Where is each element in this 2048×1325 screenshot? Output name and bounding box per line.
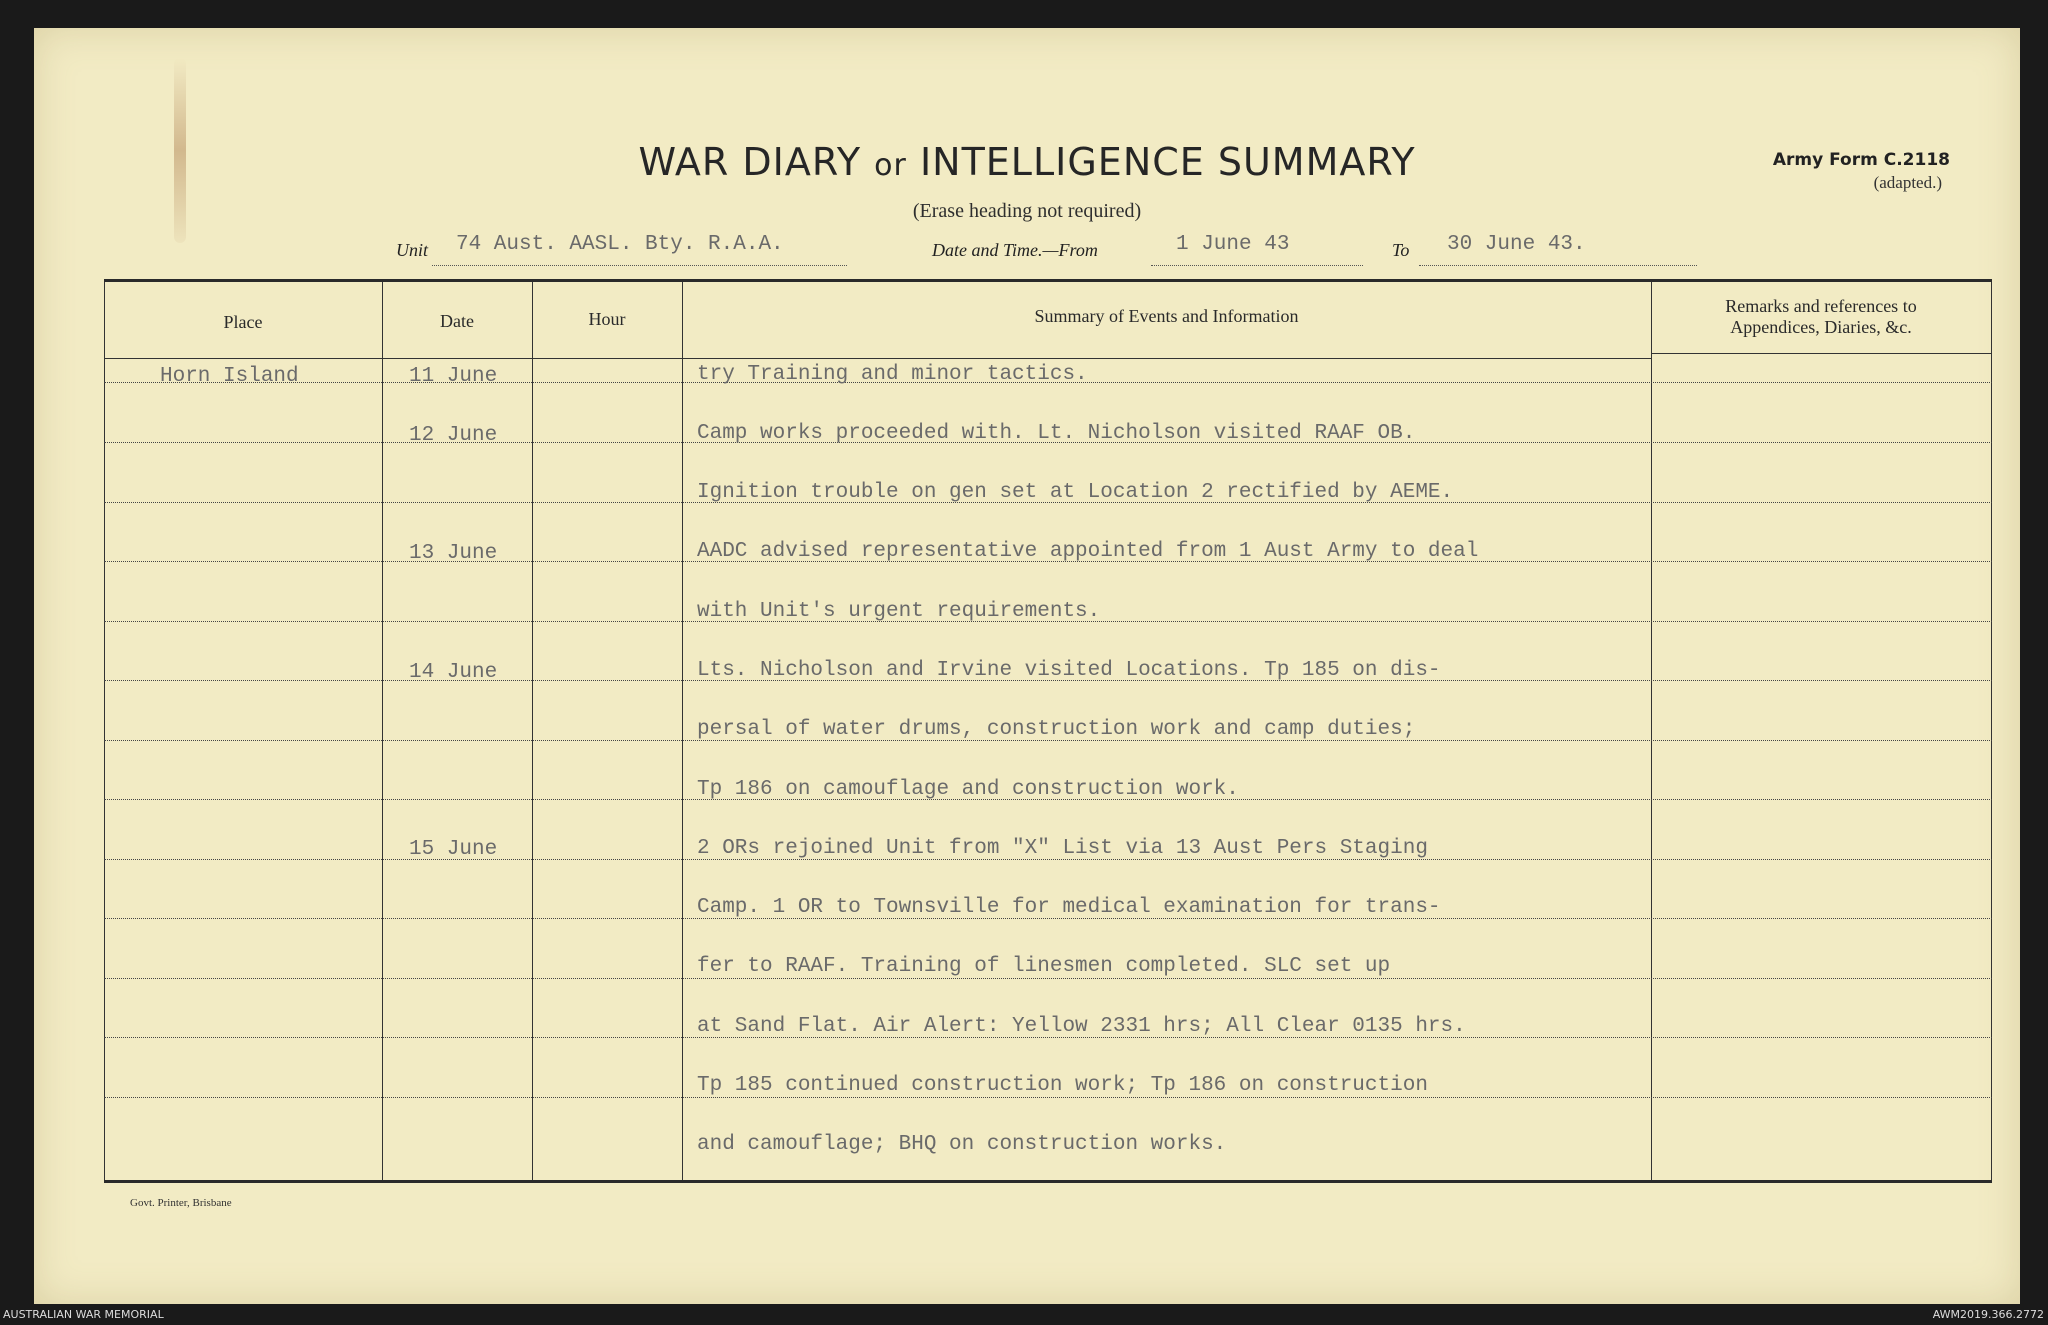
row-summary: AADC advised representative appointed from 1 Aust Army to deal (697, 540, 1479, 563)
col-border-place (382, 282, 383, 1180)
page-subtitle: (Erase heading not required) (912, 200, 1142, 222)
army-form-number: Army Form C.2118 (1772, 150, 1950, 170)
remarks-header-rule (1651, 353, 1991, 354)
unit-underline (432, 265, 847, 266)
col-header-summary: Summary of Events and Information (1034, 306, 1299, 326)
row-date: 14 June (409, 661, 498, 684)
row-summary: Ignition trouble on gen set at Location 2 rectified by AEME. (697, 481, 1454, 504)
col-header-remarks (1651, 296, 1991, 338)
archive-caption-right: AWM2019.366.2772 (1932, 1308, 2044, 1321)
row-summary: Tp 186 on camouflage and construction work. (697, 778, 1239, 801)
row-summary: fer to RAAF. Training of linesmen completed. SLC set up (697, 955, 1391, 978)
title-war-diary: WAR DIARY (638, 140, 862, 184)
to-underline (1419, 265, 1697, 266)
row-summary: 2 ORs rejoined Unit from "X" List via 13 Aust Pers Staging (697, 837, 1428, 860)
row-summary: Tp 185 continued construction work; Tp 186 on construction (697, 1074, 1428, 1097)
from-value: 1 June 43 (1176, 233, 1290, 256)
date-from-label: Date and Time.—From (932, 240, 1098, 260)
to-value: 30 June 43. (1447, 233, 1586, 256)
archive-caption-left: AUSTRALIAN WAR MEMORIAL (3, 1308, 164, 1321)
row-summary: and camouflage; BHQ on construction works. (697, 1133, 1227, 1156)
col-border-summary (1651, 282, 1652, 1180)
col-header-hour: Hour (588, 309, 626, 329)
row-summary: Lts. Nicholson and Irvine visited Locations. Tp 185 on dis- (697, 659, 1441, 682)
row-summary: at Sand Flat. Air Alert: Yellow 2331 hrs; All Clear 0135 hrs. (697, 1015, 1466, 1038)
header-rule (104, 358, 1652, 359)
table-bottom-rule (104, 1180, 1992, 1183)
row-summary: persal of water drums, construction work and camp duties; (697, 718, 1416, 741)
col-border-hour (682, 282, 683, 1180)
page-title (34, 140, 2020, 184)
row-date: 11 June (409, 365, 498, 388)
diary-page (34, 28, 2020, 1304)
unit-label: Unit (396, 240, 429, 260)
army-form-adapted: (adapted.) (1873, 173, 1942, 192)
row-summary: with Unit's urgent requirements. (697, 600, 1101, 623)
col-header-remarks-line1: Remarks and references to (1725, 296, 1917, 316)
row-date: 12 June (409, 424, 498, 447)
table-top-rule (104, 279, 1992, 282)
row-summary: Camp works proceeded with. Lt. Nicholson visited RAAF OB. (697, 422, 1416, 445)
unit-value: 74 Aust. AASL. Bty. R.A.A. (456, 233, 784, 256)
row-rule (104, 1097, 1992, 1098)
from-underline (1151, 265, 1363, 266)
printer-imprint: Govt. Printer, Brisbane (130, 1197, 232, 1209)
row-date: 13 June (409, 542, 498, 565)
to-label: To (1392, 240, 1410, 260)
row-summary: Camp. 1 OR to Townsville for medical examination for trans- (697, 896, 1441, 919)
row-place: Horn Island (160, 365, 299, 388)
col-header-date: Date (440, 311, 474, 331)
col-border-left (104, 282, 105, 1180)
row-rule (104, 978, 1992, 979)
title-intelligence-summary: INTELLIGENCE SUMMARY (919, 140, 1416, 184)
row-summary: try Training and minor tactics. (697, 363, 1088, 386)
col-border-right (1991, 282, 1992, 1180)
col-border-date (532, 282, 533, 1180)
col-header-place: Place (223, 312, 263, 332)
row-date: 15 June (409, 838, 498, 861)
title-or: or (874, 148, 907, 183)
col-header-remarks-line2: Appendices, Diaries, &c. (1730, 317, 1912, 337)
